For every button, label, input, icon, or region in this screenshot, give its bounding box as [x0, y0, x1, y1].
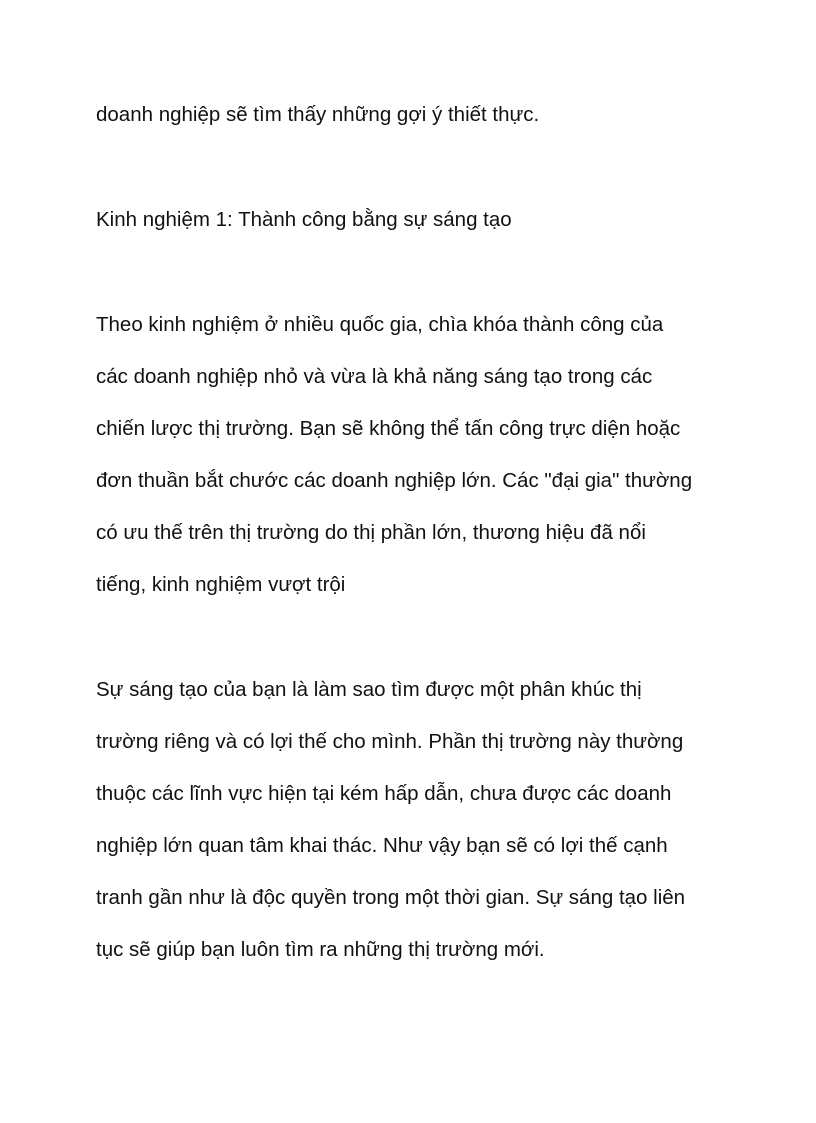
paragraph-1-line: chiến lược thị trường. Bạn sẽ không thể tấn công trực diện hoặc	[96, 417, 681, 440]
paragraph-1-line: có ưu thế trên thị trường do thị phần lớn, thương hiệu đã nổi	[96, 521, 646, 544]
paragraph-1-line: đơn thuần bắt chước các doanh nghiệp lớn. Các "đại gia" thường	[96, 469, 693, 492]
paragraph-2-line: thuộc các lĩnh vực hiện tại kém hấp dẫn, chưa được các doanh	[96, 782, 672, 805]
paragraph-2-line: tranh gần như là độc quyền trong một thời gian. Sự sáng tạo liên	[96, 886, 686, 909]
paragraph-2-line: nghiệp lớn quan tâm khai thác. Như vậy bạn sẽ có lợi thế cạnh	[96, 834, 668, 857]
paragraph-1-line: Theo kinh nghiệm ở nhiều quốc gia, chìa khóa thành công của	[96, 313, 664, 336]
intro-line: doanh nghiệp sẽ tìm thấy những gợi ý thiết thực.	[96, 103, 540, 126]
section-heading: Kinh nghiệm 1: Thành công bằng sự sáng tạo	[96, 208, 512, 231]
paragraph-2-line: trường riêng và có lợi thế cho mình. Phần thị trường này thường	[96, 730, 684, 753]
paragraph-1-line: các doanh nghiệp nhỏ và vừa là khả năng sáng tạo trong các	[96, 365, 653, 388]
paragraph-2-line: Sự sáng tạo của bạn là làm sao tìm được một phân khúc thị	[96, 678, 642, 701]
paragraph-1-line: tiếng, kinh nghiệm vượt trội	[96, 573, 346, 596]
paragraph-2-line: tục sẽ giúp bạn luôn tìm ra những thị trường mới.	[96, 938, 545, 961]
